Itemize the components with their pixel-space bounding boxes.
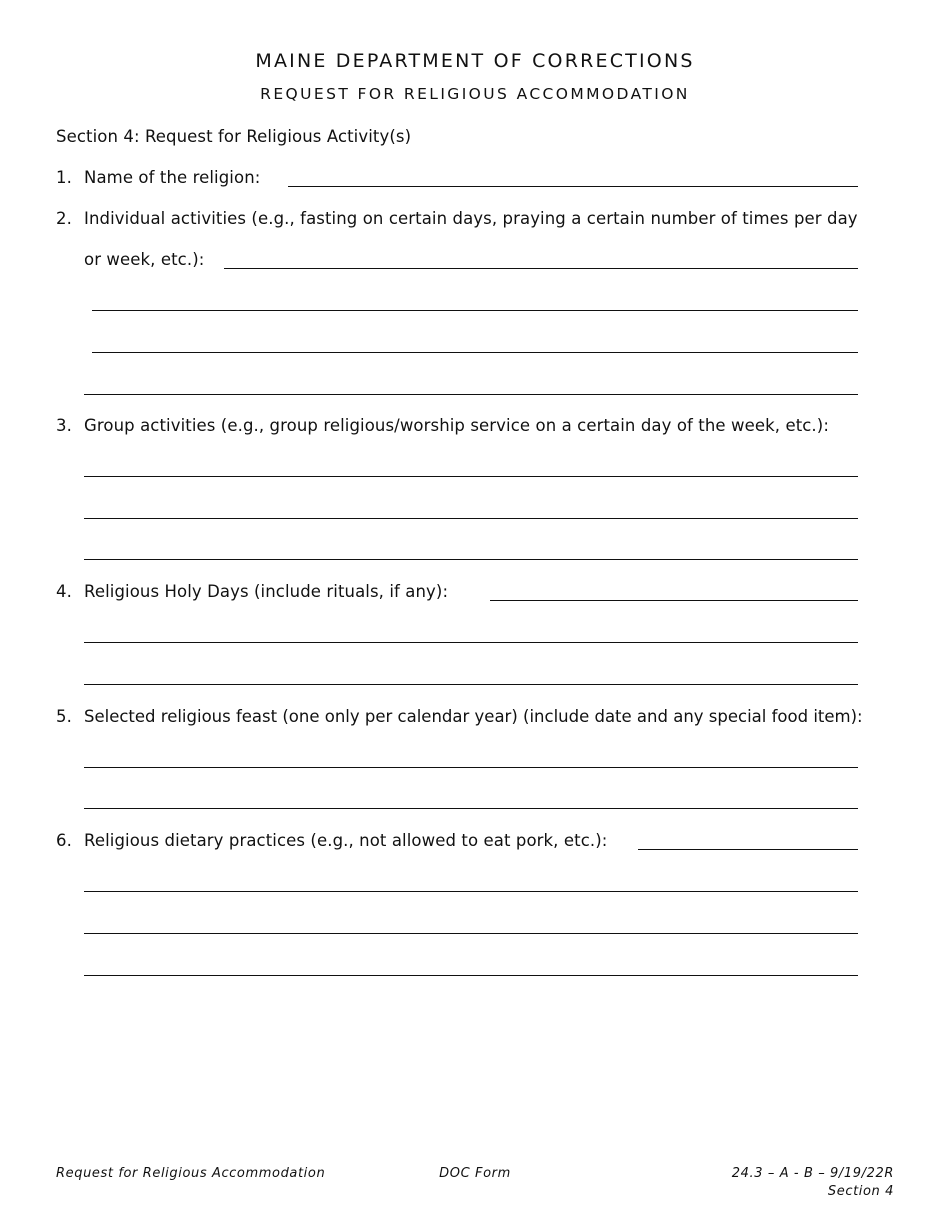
individual-activities-field-2[interactable] bbox=[92, 310, 858, 311]
dietary-practices-field-3[interactable] bbox=[84, 933, 858, 934]
dietary-practices-field-1[interactable] bbox=[638, 849, 858, 850]
individual-activities-field-1[interactable] bbox=[224, 268, 858, 269]
item-2-label: Individual activities (e.g., fasting on certain days, praying a certain number of times per day bbox=[84, 209, 858, 228]
feast-field-1[interactable] bbox=[84, 767, 858, 768]
item-2-number: 2. bbox=[56, 209, 72, 228]
footer-form-code: 24.3 – A - B – 9/19/22R bbox=[731, 1166, 894, 1181]
agency-title: MAINE DEPARTMENT OF CORRECTIONS bbox=[255, 50, 695, 72]
individual-activities-field-3[interactable] bbox=[92, 352, 858, 353]
holy-days-field-2[interactable] bbox=[84, 642, 858, 643]
item-4-number: 4. bbox=[56, 582, 72, 601]
footer-section: Section 4 bbox=[827, 1184, 894, 1199]
item-1-number: 1. bbox=[56, 168, 72, 187]
item-3-number: 3. bbox=[56, 416, 72, 435]
item-2-label-cont: or week, etc.): bbox=[84, 250, 205, 269]
footer-form-type: DOC Form bbox=[439, 1166, 511, 1181]
item-5-label: Selected religious feast (one only per calendar year) (include date and any special food item): bbox=[84, 707, 863, 726]
group-activities-field-1[interactable] bbox=[84, 476, 858, 477]
item-6-number: 6. bbox=[56, 831, 72, 850]
item-4-label: Religious Holy Days (include rituals, if any): bbox=[84, 582, 449, 601]
holy-days-field-3[interactable] bbox=[84, 684, 858, 685]
dietary-practices-field-2[interactable] bbox=[84, 891, 858, 892]
individual-activities-field-4[interactable] bbox=[84, 394, 858, 395]
item-1-label: Name of the religion: bbox=[84, 168, 261, 187]
footer-form-name: Request for Religious Accommodation bbox=[56, 1166, 326, 1181]
item-5-number: 5. bbox=[56, 707, 72, 726]
form-title: REQUEST FOR RELIGIOUS ACCOMMODATION bbox=[260, 85, 690, 103]
group-activities-field-2[interactable] bbox=[84, 518, 858, 519]
group-activities-field-3[interactable] bbox=[84, 559, 858, 560]
item-3-label: Group activities (e.g., group religious/worship service on a certain day of the week, etc.): bbox=[84, 416, 829, 435]
holy-days-field-1[interactable] bbox=[490, 600, 858, 601]
religion-name-field[interactable] bbox=[288, 186, 858, 187]
feast-field-2[interactable] bbox=[84, 808, 858, 809]
section-heading: Section 4: Request for Religious Activity(s) bbox=[56, 127, 412, 146]
dietary-practices-field-4[interactable] bbox=[84, 975, 858, 976]
item-6-label: Religious dietary practices (e.g., not allowed to eat pork, etc.): bbox=[84, 831, 608, 850]
